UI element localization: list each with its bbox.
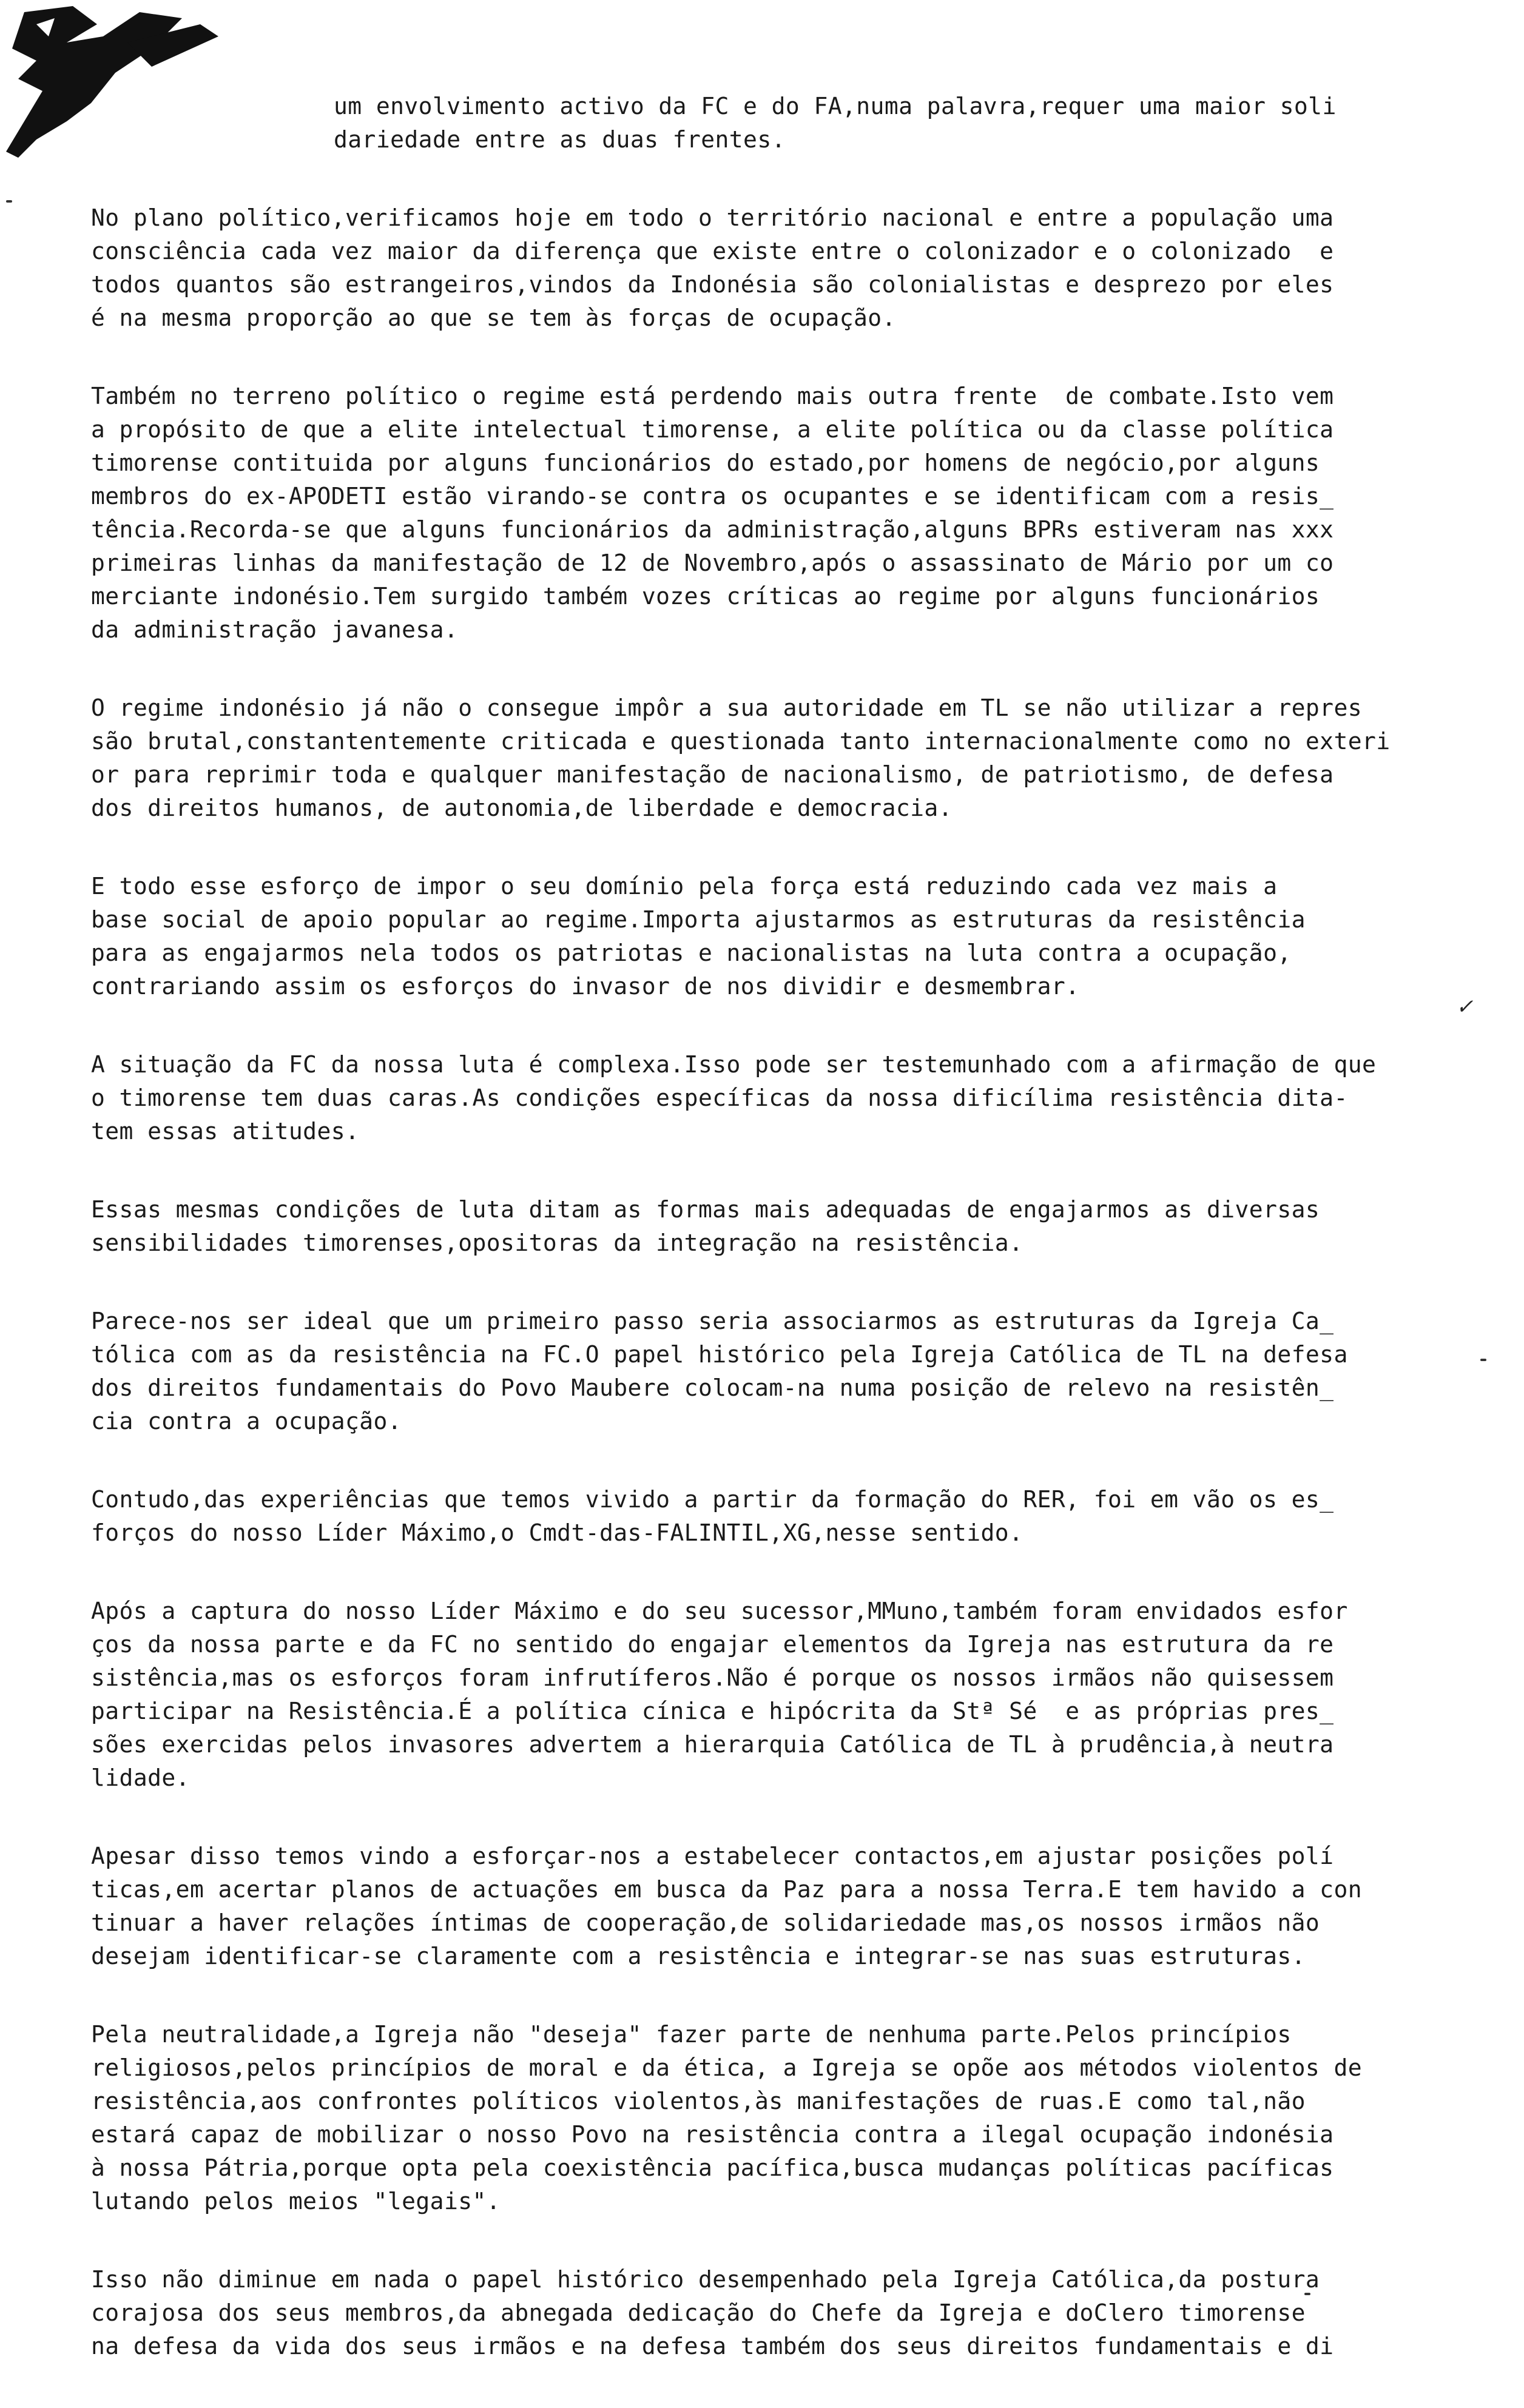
text-line: Isso não diminue em nada o papel histórico desempenhado pela Igreja Católica,da postura — [91, 2266, 1320, 2293]
text-line: E todo esse esforço de impor o seu domínio pela força está reduzindo cada vez mais a — [91, 873, 1278, 900]
text-line: sensibilidades timorenses,opositoras da integração na resistência. — [91, 1229, 1023, 1256]
text-line: lidade. — [91, 1764, 190, 1791]
text-line: desejam identificar-se claramente com a resistência e integrar-se nas suas estruturas. — [91, 1943, 1306, 1969]
text-line: Após a captura do nosso Líder Máximo e do seu sucessor,MMuno,também foram envidados esfor — [91, 1598, 1348, 1624]
paragraph — [91, 201, 1456, 335]
text-line: ços da nossa parte e da FC no sentido do engajar elementos da Igreja nas estrutura da re — [91, 1631, 1334, 1658]
paragraph — [91, 2263, 1456, 2363]
text-line: cia contra a ocupação. — [91, 1408, 402, 1434]
text-line: é na mesma proporção ao que se tem às forças de ocupação. — [91, 304, 896, 331]
paragraph — [91, 1595, 1456, 1795]
text-line: consciência cada vez maior da diferença que existe entre o colonizador e o colonizado e — [91, 238, 1334, 264]
text-line: base social de apoio popular ao regime.Importa ajustarmos as estruturas da resistência — [91, 906, 1306, 933]
text-line: corajosa dos seus membros,da abnegada dedicação do Chefe da Igreja e doClero timorense — [91, 2299, 1306, 2326]
text-line: estará capaz de mobilizar o nosso Povo na resistência contra a ilegal ocupação indonésia — [91, 2121, 1334, 2148]
text-line: Parece-nos ser ideal que um primeiro passo seria associarmos as estruturas da Igreja Ca_ — [91, 1308, 1334, 1334]
text-line: O regime indonésio já não o consegue impôr a sua autoridade em TL se não utilizar a repres — [91, 694, 1363, 721]
text-line: resistência,aos confrontes políticos violentos,às manifestações de ruas.E como tal,não — [91, 2088, 1306, 2114]
handwritten-annotation: ✓ — [1456, 995, 1474, 1019]
text-line: forços do nosso Líder Máximo,o Cmdt-das-FALINTIL,XG,nesse sentido. — [91, 1519, 1023, 1546]
text-line: um envolvimento activo da FC e do FA,numa palavra,requer uma maior soli — [334, 93, 1337, 119]
text-line: Apesar disso temos vindo a esforçar-nos a estabelecer contactos,em ajustar posições polí — [91, 1843, 1334, 1869]
text-line: na defesa da vida dos seus irmãos e na defesa também dos seus direitos fundamentais e di — [91, 2333, 1334, 2359]
text-line: para as engajarmos nela todos os patriotas e nacionalistas na luta contra a ocupação, — [91, 940, 1292, 966]
text-line: membros do ex-APODETI estão virando-se contra os ocupantes e se identificam com a resis_ — [91, 483, 1334, 510]
paragraph — [91, 380, 1456, 647]
text-line: contrariando assim os esforços do invasor de nos dividir e desmembrar. — [91, 973, 1080, 1000]
text-line: tência.Recorda-se que alguns funcionários da administração,alguns BPRs estiveram nas xxx — [91, 516, 1334, 543]
text-line: tinuar a haver relações íntimas de cooperação,de solidariedade mas,os nossos irmãos não — [91, 1909, 1320, 1936]
text-line: dos direitos humanos, de autonomia,de liberdade e democracia. — [91, 795, 952, 821]
text-line: participar na Resistência.É a política cínica e hipócrita da Stª Sé e as próprias pres_ — [91, 1698, 1334, 1724]
text-line: merciante indonésio.Tem surgido também vozes críticas ao regime por alguns funcionários — [91, 583, 1320, 610]
text-line: A situação da FC da nossa luta é complexa.Isso pode ser testemunhado com a afirmação de que — [91, 1051, 1377, 1078]
paragraph — [334, 90, 1456, 156]
text-line: da administração javanesa. — [91, 616, 459, 643]
scan-speck — [1304, 2293, 1310, 2295]
text-line: timorense contituida por alguns funcionários do estado,por homens de negócio,por alguns — [91, 449, 1320, 476]
text-line: lutando pelos meios "legais". — [91, 2188, 501, 2215]
scan-speck — [6, 200, 12, 203]
paragraph — [91, 691, 1456, 825]
text-line: à nossa Pátria,porque opta pela coexistência pacífica,busca mudanças políticas pacíficas — [91, 2154, 1334, 2181]
text-line: Também no terreno político o regime está perdendo mais outra frente de combate.Isto vem — [91, 383, 1334, 409]
paragraph — [91, 870, 1456, 1003]
text-line: or para reprimir toda e qualquer manifestação de nacionalismo, de patriotismo, de defesa — [91, 761, 1334, 788]
text-line: Pela neutralidade,a Igreja não "deseja" fazer parte de nenhuma parte.Pelos princípios — [91, 2021, 1292, 2048]
text-line: dos direitos fundamentais do Povo Maubere colocam-na numa posição de relevo na resistên_ — [91, 1374, 1334, 1401]
text-line: No plano político,verificamos hoje em todo o território nacional e entre a população uma — [91, 204, 1334, 231]
text-line: sistência,mas os esforços foram infrutíferos.Não é porque os nossos irmãos não quisessem — [91, 1664, 1334, 1691]
text-line: Essas mesmas condições de luta ditam as formas mais adequadas de engajarmos as diversas — [91, 1196, 1320, 1223]
paragraph — [91, 1305, 1456, 1438]
text-line: sões exercidas pelos invasores advertem a hierarquia Católica de TL à prudência,à neutra — [91, 1731, 1334, 1758]
scan-speck — [1480, 1359, 1486, 1361]
text-line: tólica com as da resistência na FC.O papel histórico pela Igreja Católica de TL na defesa — [91, 1341, 1348, 1368]
text-line: primeiras linhas da manifestação de 12 de Novembro,após o assassinato de Mário por um co — [91, 550, 1334, 576]
text-line: Contudo,das experiências que temos vivido a partir da formação do RER, foi em vão os es_ — [91, 1486, 1334, 1513]
paragraph — [91, 1048, 1456, 1148]
text-line: a propósito de que a elite intelectual timorense, a elite política ou da classe política — [91, 416, 1334, 443]
text-line: ticas,em acertar planos de actuações em busca da Paz para a nossa Terra.E tem havido a con — [91, 1876, 1363, 1903]
text-line: dariedade entre as duas frentes. — [334, 126, 786, 153]
paragraph — [91, 1193, 1456, 1260]
text-line: o timorense tem duas caras.As condições específicas da nossa dificílima resistência dita- — [91, 1085, 1348, 1111]
text-line: todos quantos são estrangeiros,vindos da Indonésia são colonialistas e desprezo por eles — [91, 271, 1334, 298]
text-line: são brutal,constantentemente criticada e questionada tanto internacionalmente como no exteri — [91, 728, 1391, 755]
text-line: religiosos,pelos princípios de moral e da ética, a Igreja se opõe aos métodos violentos de — [91, 2054, 1363, 2081]
paragraph — [91, 2018, 1456, 2218]
document-body — [91, 90, 1456, 2408]
paragraph — [91, 1840, 1456, 1973]
text-line: tem essas atitudes. — [91, 1118, 360, 1145]
paragraph — [91, 1483, 1456, 1550]
